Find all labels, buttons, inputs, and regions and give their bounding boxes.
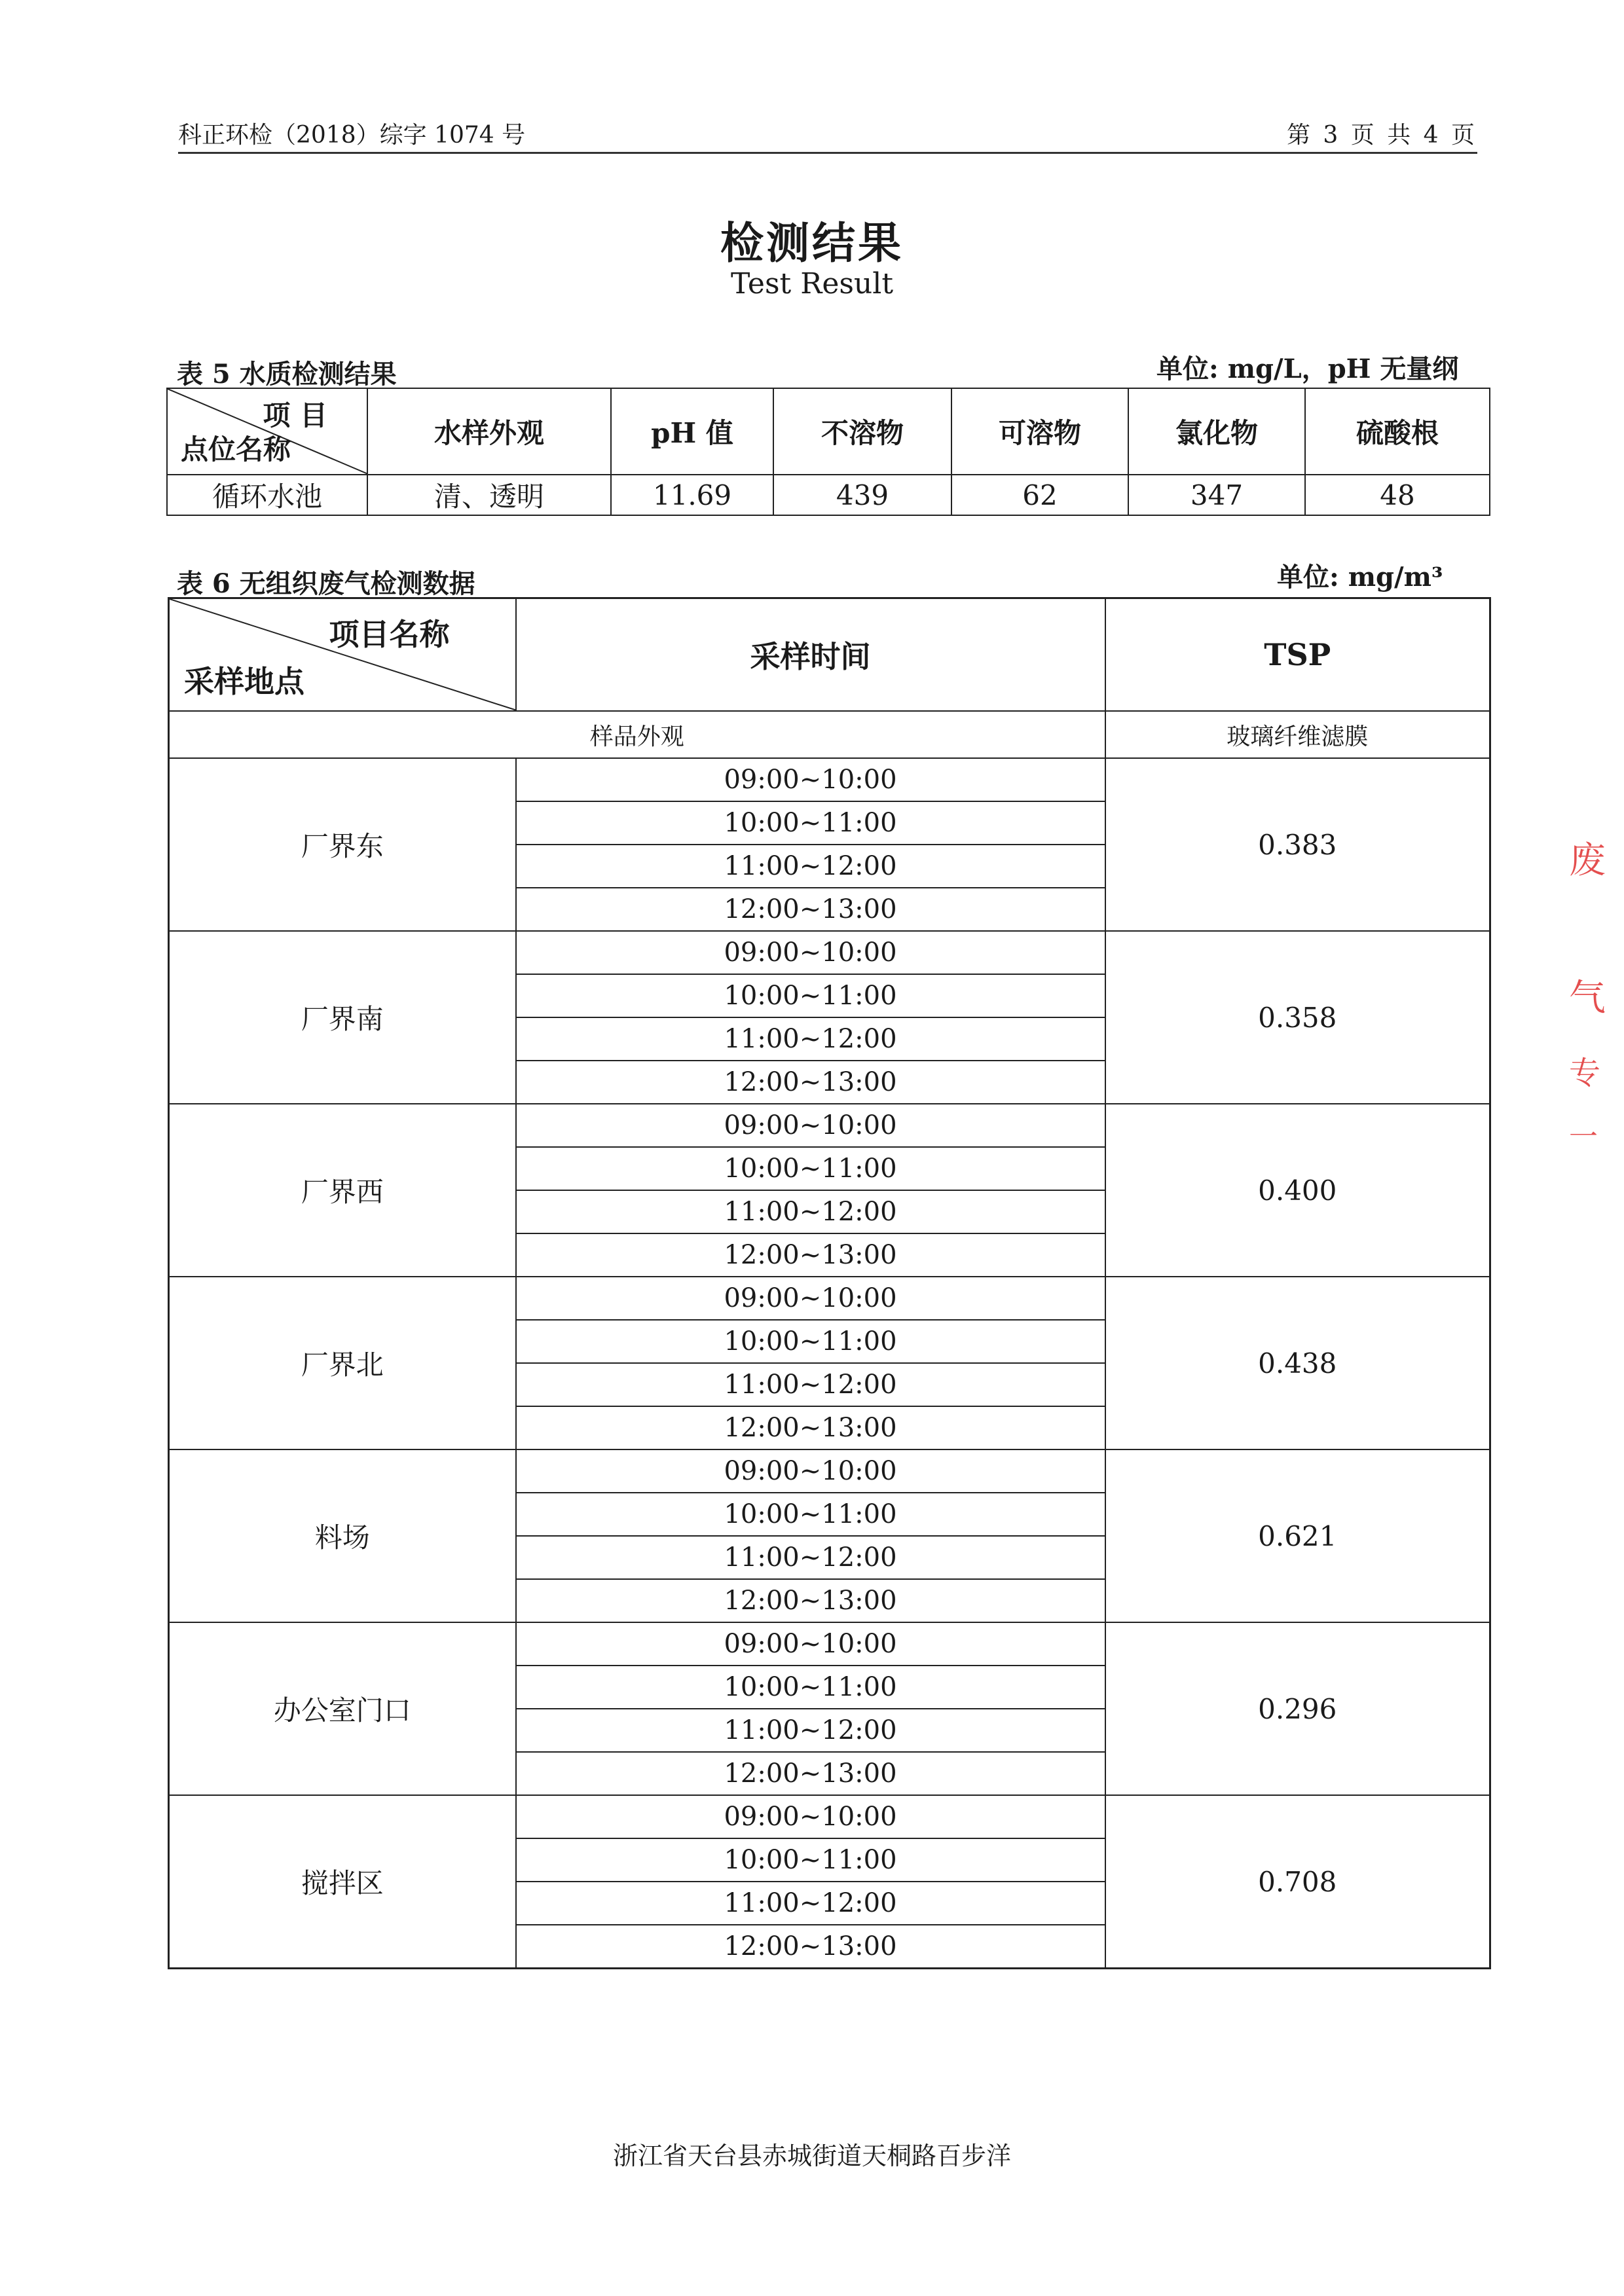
site-name-cell: 料场 <box>169 1449 516 1622</box>
table6-header-row <box>169 598 1490 712</box>
sampling-time-cell: 09:00~10:00 <box>516 758 1105 801</box>
site-name-cell: 厂界东 <box>169 758 516 931</box>
tsp-value-cell: 0.296 <box>1105 1622 1490 1795</box>
table-row <box>169 1277 1490 1320</box>
sampling-time-cell: 10:00~11:00 <box>516 801 1105 845</box>
sampling-time-cell: 11:00~12:00 <box>516 1536 1105 1579</box>
table6-time-header: 采样时间 <box>516 598 1105 712</box>
seal-fragment: 气 <box>1569 977 1606 1019</box>
fugitive-emission-table <box>168 597 1491 1969</box>
table5-corner-top: 项 目 <box>263 399 327 431</box>
sampling-time-cell: 11:00~12:00 <box>516 1190 1105 1233</box>
table5-value-cell: 347 <box>1128 475 1305 515</box>
sampling-time-cell: 11:00~12:00 <box>516 1882 1105 1925</box>
sampling-time-cell: 10:00~11:00 <box>516 1493 1105 1536</box>
table5-col-header: 硫酸根 <box>1305 388 1490 475</box>
table5-col-header: 氯化物 <box>1128 388 1305 475</box>
page-header <box>178 117 1477 154</box>
table-row <box>169 1622 1490 1666</box>
table-row <box>169 931 1490 974</box>
sampling-time-cell: 09:00~10:00 <box>516 931 1105 974</box>
table5-header-row <box>167 388 1490 475</box>
sampling-time-cell: 11:00~12:00 <box>516 1017 1105 1061</box>
sampling-time-cell: 10:00~11:00 <box>516 1666 1105 1709</box>
site-name-cell: 搅拌区 <box>169 1795 516 1969</box>
tsp-value-cell: 0.708 <box>1105 1795 1490 1969</box>
seal-fragment: 专 <box>1569 1055 1601 1091</box>
sampling-time-cell: 12:00~13:00 <box>516 1406 1105 1449</box>
table5-value-cell: 清、透明 <box>367 475 611 515</box>
table5-value-cell: 439 <box>773 475 951 515</box>
sample-appearance-label: 样品外观 <box>169 711 1105 758</box>
sampling-time-cell: 09:00~10:00 <box>516 1795 1105 1838</box>
table6-unit: 单位: mg/m³ <box>1277 562 1443 592</box>
sample-appearance-value: 玻璃纤维滤膜 <box>1105 711 1490 758</box>
tsp-value-cell: 0.621 <box>1105 1449 1490 1622</box>
sampling-time-cell: 10:00~11:00 <box>516 974 1105 1017</box>
table5-col-header: 水样外观 <box>367 388 611 475</box>
page-subtitle: Test Result <box>730 267 894 301</box>
sampling-time-cell: 09:00~10:00 <box>516 1622 1105 1666</box>
sampling-time-cell: 09:00~10:00 <box>516 1104 1105 1147</box>
table6-appearance-row <box>169 711 1490 758</box>
tsp-value-cell: 0.438 <box>1105 1277 1490 1449</box>
table6-corner-cell <box>169 598 516 712</box>
sampling-time-cell: 12:00~13:00 <box>516 888 1105 931</box>
site-name-cell: 办公室门口 <box>169 1622 516 1795</box>
table5-col-header: 不溶物 <box>773 388 951 475</box>
sampling-time-cell: 11:00~12:00 <box>516 1363 1105 1406</box>
site-name-cell: 厂界西 <box>169 1104 516 1277</box>
site-name-cell: 厂界北 <box>169 1277 516 1449</box>
table5-value-cell: 11.69 <box>611 475 773 515</box>
table-row <box>169 1795 1490 1838</box>
table5-corner-bottom: 点位名称 <box>181 433 291 465</box>
sampling-time-cell: 12:00~13:00 <box>516 1579 1105 1622</box>
table-row <box>167 475 1490 515</box>
document-number: 科正环检（2018）综字 1074 号 <box>178 122 526 149</box>
table-row <box>169 1449 1490 1493</box>
sampling-time-cell: 12:00~13:00 <box>516 1925 1105 1969</box>
table5-value-cell: 48 <box>1305 475 1490 515</box>
page-title: 检测结果 <box>720 217 904 268</box>
table5-caption: 表 5 水质检测结果 <box>177 359 397 390</box>
seal-fragment: 一 <box>1569 1120 1598 1154</box>
sampling-time-cell: 12:00~13:00 <box>516 1752 1105 1795</box>
table5-col-header: 可溶物 <box>951 388 1128 475</box>
page-info: 第 3 页 共 4 页 <box>1286 122 1477 149</box>
page-footer-address: 浙江省天台县赤城街道天桐路百步洋 <box>612 2141 1011 2170</box>
tsp-value-cell: 0.358 <box>1105 931 1490 1104</box>
sampling-time-cell: 12:00~13:00 <box>516 1061 1105 1104</box>
tsp-value-cell: 0.383 <box>1105 758 1490 931</box>
sampling-time-cell: 09:00~10:00 <box>516 1277 1105 1320</box>
table-row <box>169 1104 1490 1147</box>
sampling-time-cell: 10:00~11:00 <box>516 1320 1105 1363</box>
table6-tsp-header: TSP <box>1105 598 1490 712</box>
table5-corner-cell <box>167 388 367 475</box>
seal-fragment: 废 <box>1569 839 1606 882</box>
table5-value-cell: 62 <box>951 475 1128 515</box>
table5-unit: 单位: mg/L，pH 无量纲 <box>1156 354 1459 384</box>
table5-point-cell: 循环水池 <box>167 475 367 515</box>
water-quality-table <box>166 388 1490 516</box>
tsp-value-cell: 0.400 <box>1105 1104 1490 1277</box>
sampling-time-cell: 10:00~11:00 <box>516 1147 1105 1190</box>
sampling-time-cell: 11:00~12:00 <box>516 845 1105 888</box>
sampling-time-cell: 12:00~13:00 <box>516 1233 1105 1277</box>
table6-corner-top: 项目名称 <box>329 617 450 652</box>
table6-caption: 表 6 无组织废气检测数据 <box>177 568 475 599</box>
sampling-time-cell: 10:00~11:00 <box>516 1838 1105 1882</box>
site-name-cell: 厂界南 <box>169 931 516 1104</box>
sampling-time-cell: 11:00~12:00 <box>516 1709 1105 1752</box>
table5-col-header: pH 值 <box>611 388 773 475</box>
table6-corner-bottom: 采样地点 <box>184 664 304 699</box>
sampling-time-cell: 09:00~10:00 <box>516 1449 1105 1493</box>
table-row <box>169 758 1490 801</box>
